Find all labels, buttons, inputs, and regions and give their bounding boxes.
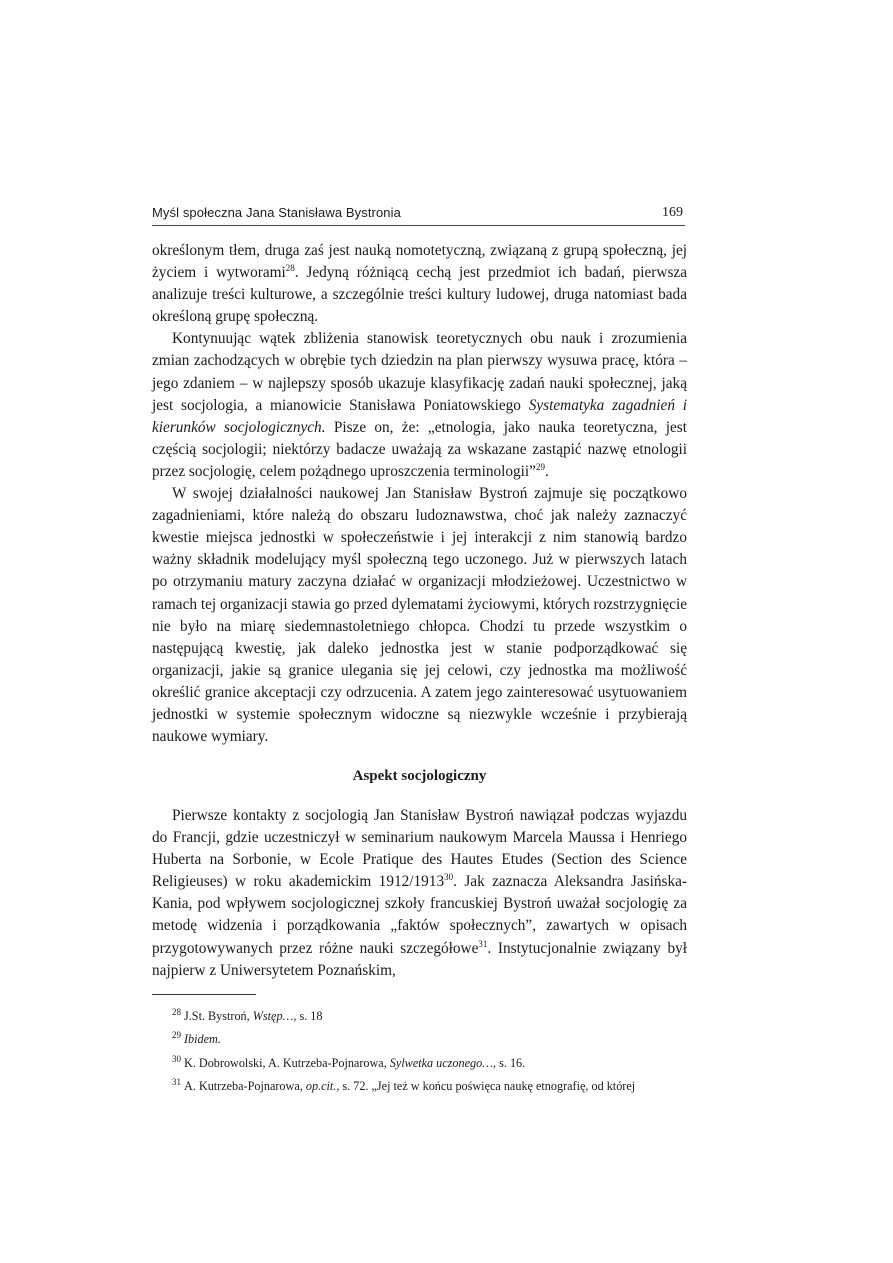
cited-title: Systematyka zagadnień i kierunków socjologicznych. [152, 396, 687, 436]
footnote-number: 31 [172, 1076, 181, 1087]
footnote-title: Ibidem. [184, 1032, 221, 1047]
paragraph-1 [152, 240, 687, 328]
footnote-28 [172, 1003, 687, 1026]
footnote-ref-28: 28 [285, 263, 295, 274]
footnote-number: 28 [172, 1007, 181, 1017]
section-2-text: Pierwsze kontakty z socjologią Jan Stanisław Bystroń nawiązał podczas wyjazdu do Francji, gdzie uczestniczył w seminarium naukowym Marcela Maussa i Henriego Huberta na Sorbonie, w Ecole Pratique des Hautes Etudes (Section des Science Religieuses) w roku akademickim 1912/1913 [152, 807, 687, 891]
footnote-title: op.cit. [305, 1078, 337, 1093]
footnote-text-end: , s. 18 [293, 1009, 323, 1023]
paragraph-2-text: Kontynuując wątek zbliżenia stanowisk teoretycznych obu nauk i zrozumienia zmian zachodzących w obrębie tych dziedzin na plan pierwszy wysuwa pracę, która – jego zdaniem – w najlepszy sposób ukazuje klasyfikację zadań nauki społecznej, jaką jest socjologia, a mianowicie Stanisława Poniatowskiego [152, 330, 687, 414]
footnote-ref-31: 31 [478, 938, 488, 949]
footnote-text: K. Dobrowolski, A. Kutrzeba-Pojnarowa, [184, 1055, 390, 1070]
paragraph-2 [152, 328, 687, 483]
paragraph-1-text: określonym tłem, druga zaś jest nauką nomotetyczną, związaną z grupą społeczną, jej życiem i wytworami [152, 242, 687, 282]
footnote-ref-29: 29 [535, 461, 545, 472]
footnote-title: Wstęp… [252, 1009, 294, 1023]
footnote-text-end: , s. 16. [493, 1055, 526, 1070]
paragraph-2-quote: Pisze on, że: „etnologia, jako nauka teoretyczna, jest częścią socjologii; niektórzy badacze uważają za wskazane zastąpić nazwę etnologii przez socjologię, celem pożądnego uproszczenia terminologii” [152, 418, 687, 480]
footnote-number: 30 [172, 1053, 181, 1064]
section-2-text-end: . Instytucjonalnie związany był najpierw z Uniwersytetem Poznańskim, [152, 939, 687, 979]
footnote-title: Sylwetka uczonego… [389, 1055, 494, 1070]
footnote-number: 29 [172, 1030, 181, 1041]
paragraph-2-end: . [544, 462, 549, 480]
page-number: 169 [662, 205, 683, 220]
footnote-text-end: , s. 72. „Jej też w końcu poświęca naukę etnografię, od której [336, 1078, 636, 1093]
footnote-29 [172, 1026, 687, 1049]
paragraph-1-text-cont: . Jedyną różniącą cechą jest przedmiot ich badań, pierwsza analizuje treści kulturowe, a szczególnie treści kultury ludowej, druga natomiast bada określoną grupę społeczną. [152, 264, 687, 326]
running-head-title: Myśl społeczna Jana Stanisława Bystronia [152, 205, 401, 220]
paragraph-3: W swojej działalności naukowej Jan Stanisław Bystroń zajmuje się początkowo zagadnieniami, które należą do obszaru ludoznawstwa, choć jak należy zaznaczyć kwestie miejsca jednostki w społeczeństwie i jej interakcji z nim stanowią bardzo ważny składnik modelujący myśl społeczną tego uczonego. Już w pierwszych latach po otrzymaniu matury zaczyna działać w organizacji młodzieżowej. Uczestnictwo w ramach tej organizacji stawia go przed dylematami życiowymi, których rozstrzygnięcie nie było na miarę siedemnastoletniego chłopca. Chodzi tu przede wszystkim o następującą kwestię, jak daleko jednostka jest w stanie podporządkować się organizacji, jakie są granice ulegania się jej celowi, czy jednostka ma możliwość określić granice akceptacji czy odrzucenia. A zatem jego zainteresować usytuowaniem jednostki w systemie społecznym widoczne są niezwykle wcześnie i przybierają naukowe wymiary. [152, 485, 687, 746]
footnote-30 [172, 1050, 687, 1073]
footnote-divider [152, 994, 256, 995]
body-text [152, 240, 687, 748]
footnote-text: A. Kutrzeba-Pojnarowa, [184, 1078, 306, 1093]
footnote-ref-30: 30 [444, 872, 454, 883]
footnotes [172, 1003, 687, 1096]
footnote-text: J.St. Bystroń, [184, 1009, 253, 1023]
section-2-text-cont: . Jak zaznacza Aleksandra Jasińska-Kania, pod wpływem socjologicznej szkoły francuskiej Bystroń uważał socjologię za metodę widzenia i porządkowania „faktów społecznych”, zawartych w opisach przygotowywanych przez różne nauki szczegółowe [152, 873, 687, 957]
section-heading: Aspekt socjologiczny [352, 768, 487, 784]
running-head [152, 205, 685, 226]
section-2-paragraph [152, 805, 687, 982]
footnote-31 [172, 1073, 687, 1096]
